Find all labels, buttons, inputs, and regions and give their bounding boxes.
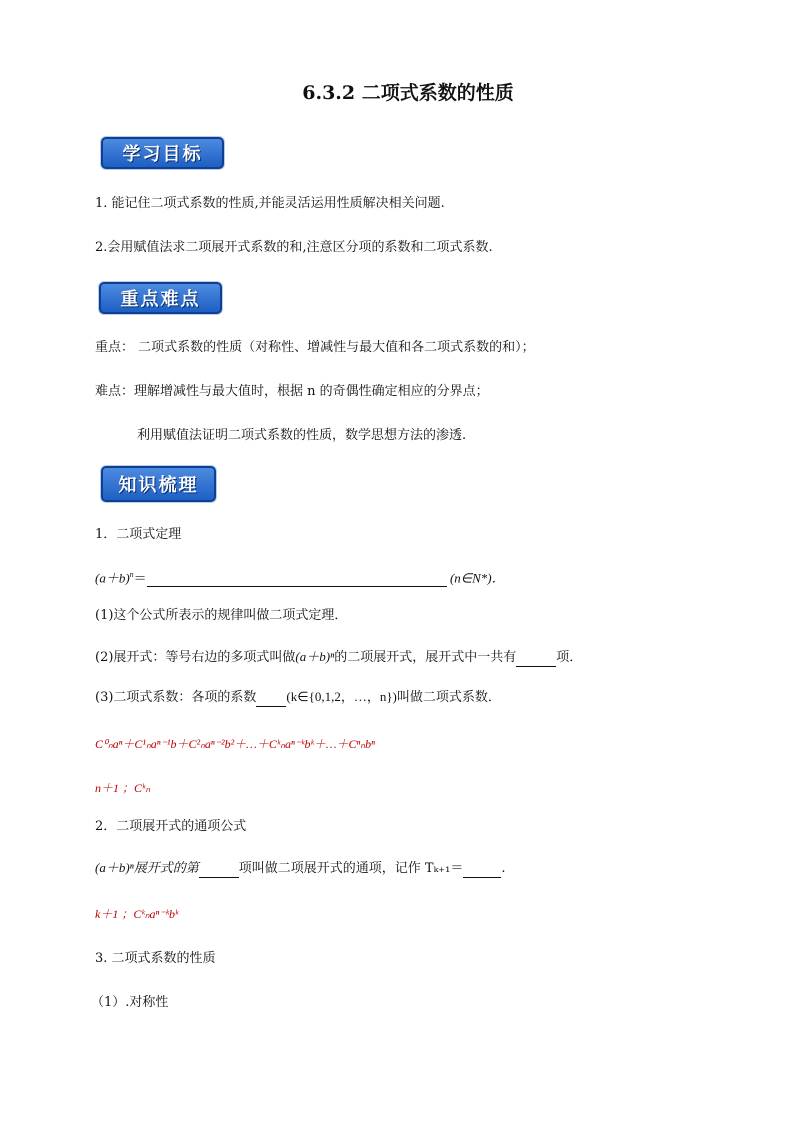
subsection-symmetry: （1）.对称性	[91, 995, 169, 1010]
general-term-text	[95, 859, 506, 878]
general-term-part-a: (a＋b)ⁿ展开式的第	[95, 860, 199, 875]
badge-knowledge-review: 知识梳理	[101, 466, 216, 502]
term-count-blank	[516, 651, 556, 667]
section-2-heading: 2．二项展开式的通项公式	[95, 819, 247, 834]
formula-exponent: n	[129, 570, 134, 579]
section-3-heading: 3. 二项式系数的性质	[95, 951, 216, 966]
theorem-note-3	[95, 688, 501, 707]
note3-part-b: (k∈{0,1,2，…，n})叫做二项式系数．	[286, 689, 501, 704]
goal-item-1: 1. 能记住二项式系数的性质,并能灵活运用性质解决相关问题.	[95, 196, 445, 211]
note2-formula: (a＋b)ⁿ	[295, 649, 335, 664]
formula-right: (n∈N*)．	[449, 570, 505, 586]
note2-part-c: 的二项展开式，展开式中一共有	[334, 650, 517, 665]
answer-term-count: n＋1 ；Cᵏₙ	[95, 781, 151, 795]
theorem-note-1: (1)这个公式所表示的规律叫做二项式定理．	[95, 608, 348, 623]
coefficient-blank	[256, 691, 286, 707]
goal-item-2: 2.会用赋值法求二项展开式系数的和,注意区分项的系数和二项式系数.	[95, 240, 493, 255]
difficulty-text: 难点：理解增减性与最大值时，根据 n 的奇偶性确定相应的分界点；	[95, 384, 489, 399]
theorem-note-2	[95, 648, 582, 667]
formula-left: (a＋b)	[95, 570, 130, 586]
general-term-part-b: 项叫做二项展开式的通项，记作 Tₖ₊₁＝	[238, 861, 464, 876]
binomial-theorem-formula	[95, 566, 505, 587]
general-term-blank-2	[463, 862, 501, 878]
section-1-heading: 1．二项式定理	[95, 527, 182, 542]
page-title: 6.3.2 二项式系数的性质	[302, 82, 514, 104]
note3-part-a: (3)二项式系数：各项的系数	[95, 690, 257, 705]
general-term-blank-1	[199, 862, 239, 878]
difficulty-text-2: 利用赋值法证明二项式系数的性质，数学思想方法的渗透.	[137, 428, 467, 443]
answer-expansion: C⁰ₙaⁿ＋C¹ₙaⁿ⁻¹b＋C²ₙaⁿ⁻²b²＋…＋Cᵏₙaⁿ⁻ᵏbᵏ＋…＋Cⁿₙbⁿ	[95, 737, 375, 751]
focus-text: 重点： 二项式系数的性质（对称性、增减性与最大值和各二项式系数的和）；	[95, 340, 535, 355]
general-term-part-c: .	[501, 861, 506, 876]
note2-part-a: (2)展开式：等号右边的多项式叫做	[95, 650, 296, 665]
badge-learning-goals: 学习目标	[101, 137, 224, 169]
formula-blank	[147, 571, 447, 587]
note2-part-d: 项．	[556, 650, 583, 665]
badge-key-points: 重点难点	[99, 282, 222, 314]
answer-general-term: k＋1 ；Cᵏₙaⁿ⁻ᵏbᵏ	[95, 907, 179, 921]
formula-equals: ＝	[133, 570, 147, 586]
